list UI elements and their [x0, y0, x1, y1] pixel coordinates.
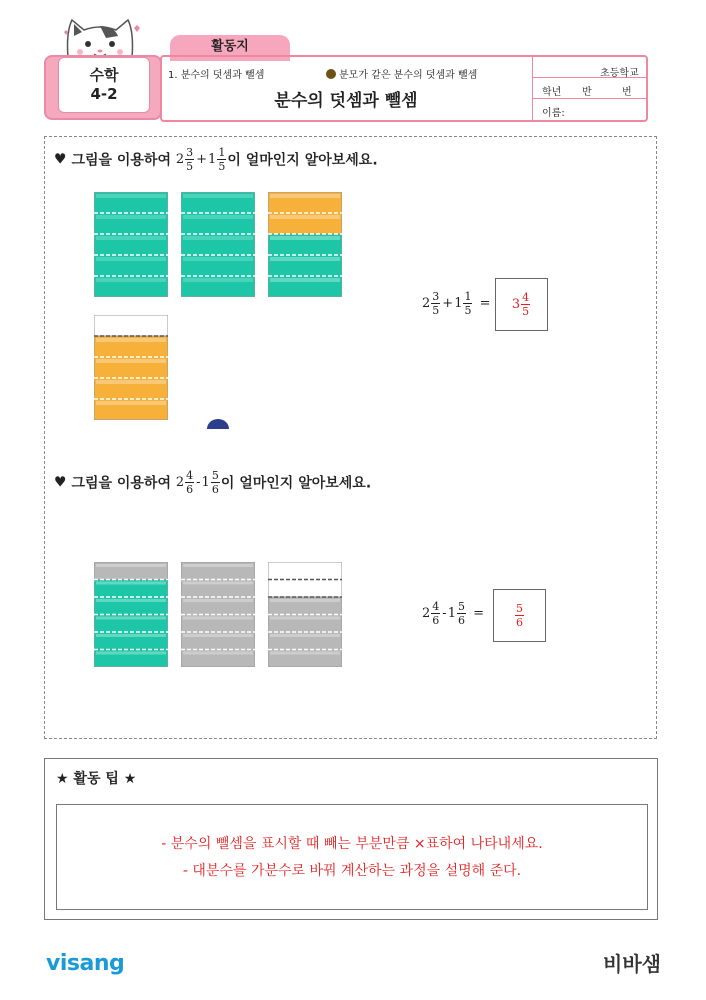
q1-eq-a-num: 3 [432, 290, 440, 303]
header-divider [532, 57, 533, 120]
question-1-prefix: 그림을 이용하여 [71, 152, 171, 169]
q2-bar-1 [94, 562, 168, 667]
q2-bar-2 [181, 562, 255, 667]
q2-a-whole: 2 [175, 475, 185, 490]
q1-b-fraction [217, 146, 226, 173]
heart-icon: ♥ [54, 151, 67, 168]
q1-answer-box[interactable] [495, 278, 548, 331]
q1-answer-whole: 3 [511, 297, 521, 312]
q2-operator: - [196, 475, 201, 490]
q2-answer-den: 6 [516, 616, 523, 629]
q1-b-den: 5 [218, 160, 226, 173]
q1-eq-b-den: 5 [464, 304, 472, 317]
tip-line-2: - 대분수를 가분수로 바꿔 계산하는 과정을 설명해 준다. [182, 863, 522, 879]
q2-equation [422, 600, 485, 627]
q2-eq-b-fraction [457, 600, 466, 627]
q1-b-num: 1 [218, 146, 226, 159]
q2-eq-b-num: 5 [457, 600, 465, 613]
q1-eq-operator: + [442, 296, 454, 311]
q2-answer-num: 5 [516, 602, 523, 615]
q2-eq-equals: = [473, 606, 484, 621]
name-field[interactable]: 이름: [542, 108, 565, 119]
cat-mascot-icon [60, 14, 140, 60]
q1-b-whole: 1 [208, 152, 217, 167]
q2-eq-a-whole: 2 [422, 606, 431, 621]
grade-field[interactable]: 학년 [542, 87, 562, 98]
q1-eq-a-whole: 2 [422, 296, 431, 311]
q2-b-fraction [211, 469, 220, 496]
school-field[interactable]: 초등학교 [600, 68, 639, 79]
q2-eq-a-fraction [431, 600, 440, 627]
grade-term: 4-2 [90, 85, 118, 103]
q1-a-den: 5 [186, 160, 194, 173]
tips-content-box [56, 804, 648, 910]
q2-eq-operator: - [442, 606, 447, 621]
q1-bar-3 [268, 192, 342, 297]
q1-bar-1 [94, 192, 168, 297]
question-2-prefix: 그림을 이용하여 [71, 475, 171, 492]
q2-eq-b-den: 6 [457, 614, 465, 627]
q1-eq-b-whole: 1 [454, 296, 463, 311]
blue-marker-icon [207, 417, 229, 429]
q2-b-whole: 1 [201, 475, 210, 490]
q2-answer-box[interactable] [493, 589, 546, 642]
number-field[interactable]: 번 [622, 87, 632, 98]
q1-answer-num: 4 [522, 291, 530, 304]
info-divider [533, 98, 646, 99]
q1-answer-fraction [521, 291, 530, 318]
q2-a-fraction [185, 469, 194, 496]
tips-title: ★ 활동 팁 ★ [56, 771, 137, 787]
q2-a-num: 4 [186, 469, 194, 482]
q1-eq-b-fraction [463, 290, 472, 317]
q2-bar-3 [268, 562, 342, 667]
q1-eq-equals: = [479, 296, 491, 311]
bibasaem-logo: 비바샘 [603, 952, 661, 976]
lesson-label [326, 66, 477, 81]
visang-logo: visang [46, 951, 125, 976]
q2-a-den: 6 [186, 483, 194, 496]
q1-a-num: 3 [186, 146, 194, 159]
q2-eq-b-whole: 1 [447, 606, 456, 621]
q1-a-fraction [185, 146, 194, 173]
q1-answer-den: 5 [522, 305, 530, 318]
question-2-suffix: 이 얼마인지 알아보세요. [220, 475, 372, 492]
subject-name: 수학 [89, 66, 119, 84]
subject-label [58, 57, 150, 113]
lesson-number-icon [326, 69, 336, 79]
heart-icon: ♥ [54, 474, 67, 491]
q2-b-num: 5 [211, 469, 219, 482]
q1-eq-a-den: 5 [432, 304, 440, 317]
q1-bar-4 [94, 315, 168, 420]
question-1-prompt [54, 146, 378, 173]
q1-eq-b-num: 1 [464, 290, 472, 303]
tip-line-1: - 분수의 뺄셈을 표시할 때 빼는 부분만큼 ×표하여 나타내세요. [161, 836, 543, 852]
unit-label: 1. 분수의 덧셈과 뺄셈 [168, 70, 265, 81]
worksheet-tab: 활동지 [170, 35, 290, 61]
q1-operator: + [196, 152, 208, 167]
q1-bar-2 [181, 192, 255, 297]
question-2-prompt [54, 469, 371, 496]
class-field[interactable]: 반 [582, 87, 592, 98]
q1-equation [422, 290, 491, 317]
q2-b-den: 6 [211, 483, 219, 496]
q2-eq-a-den: 6 [432, 614, 440, 627]
page-title: 분수의 덧셈과 뺄셈 [274, 91, 418, 111]
q1-a-whole: 2 [175, 152, 185, 167]
question-1-suffix: 이 얼마인지 알아보세요. [227, 152, 378, 169]
q1-eq-a-fraction [431, 290, 440, 317]
lesson-text: 분모가 같은 분수의 덧셈과 뺄셈 [339, 70, 478, 81]
q2-answer-fraction [515, 602, 524, 629]
q2-eq-a-num: 4 [432, 600, 440, 613]
